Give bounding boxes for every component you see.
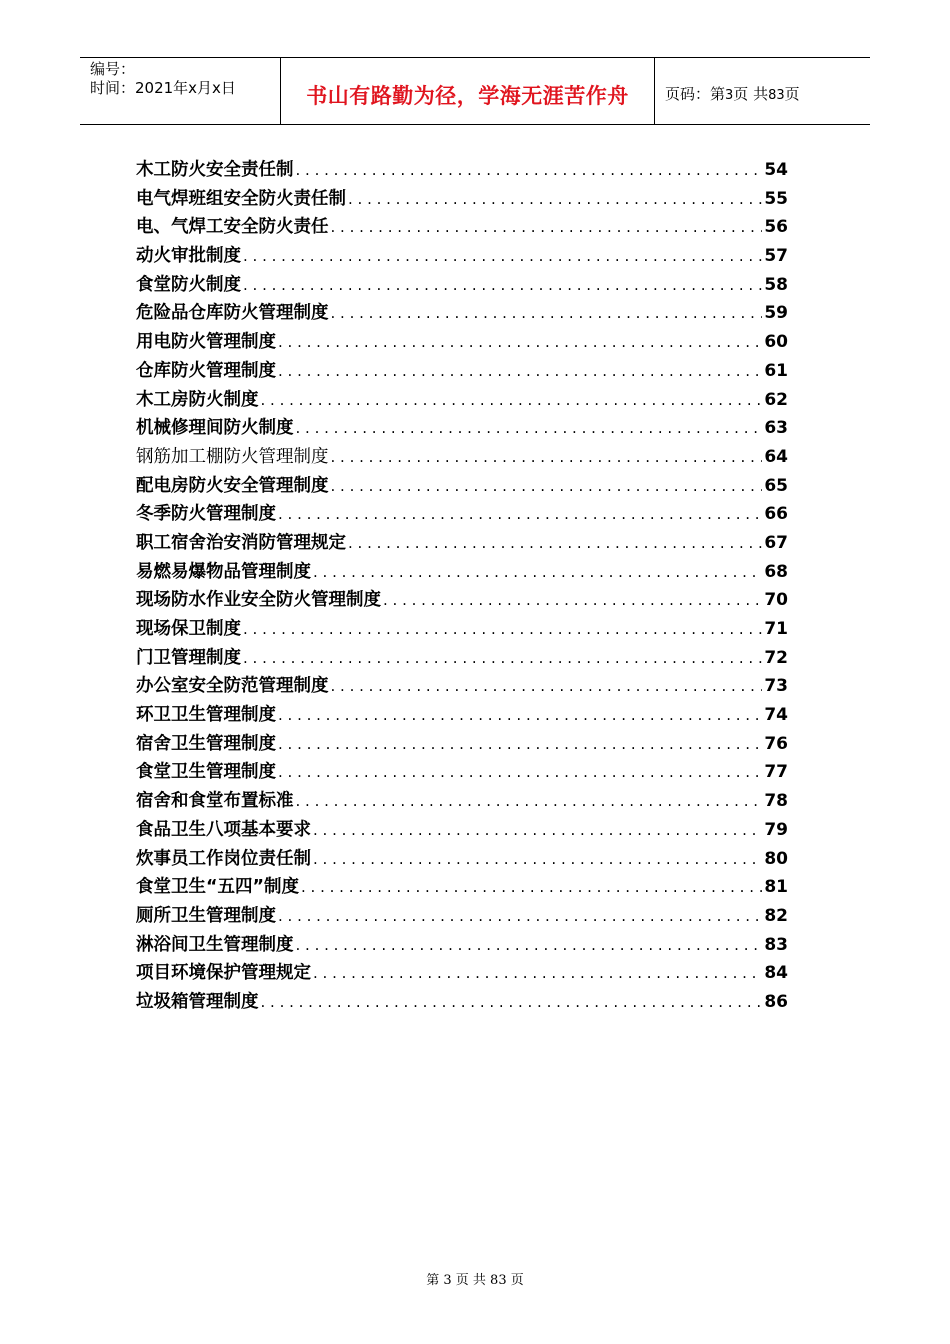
toc-entry-title: 食堂卫生管理制度 bbox=[136, 762, 276, 783]
toc-entry[interactable] bbox=[136, 357, 788, 386]
toc-entry-title: 易燃易爆物品管理制度 bbox=[136, 561, 311, 582]
toc-entry[interactable] bbox=[136, 156, 788, 185]
toc-entry-title: 仓库防火管理制度 bbox=[136, 360, 276, 381]
toc-entry[interactable] bbox=[136, 558, 788, 587]
toc-entry[interactable] bbox=[136, 586, 788, 615]
toc-entry-page: 80 bbox=[764, 848, 788, 869]
dot-leader bbox=[313, 821, 762, 839]
dot-leader bbox=[331, 477, 763, 495]
toc-entry-page: 82 bbox=[764, 905, 788, 926]
toc-entry-title: 木工房防火制度 bbox=[136, 389, 259, 410]
toc-entry-page: 68 bbox=[764, 561, 788, 582]
toc-entry-title: 炊事员工作岗位责任制 bbox=[136, 848, 311, 869]
toc-entry-page: 78 bbox=[764, 791, 788, 812]
dot-leader bbox=[278, 763, 762, 781]
toc-entry[interactable] bbox=[136, 386, 788, 415]
toc-entry[interactable] bbox=[136, 845, 788, 874]
toc-entry-title: 食堂防火制度 bbox=[136, 274, 241, 295]
toc-entry[interactable] bbox=[136, 816, 788, 845]
toc-entry-page: 74 bbox=[764, 705, 788, 726]
toc-entry-page: 83 bbox=[764, 934, 788, 955]
toc-entry[interactable] bbox=[136, 271, 788, 300]
toc-entry[interactable] bbox=[136, 988, 788, 1017]
toc-entry-page: 54 bbox=[764, 160, 788, 180]
toc-entry-title: 机械修理间防火制度 bbox=[136, 418, 294, 439]
toc-entry[interactable] bbox=[136, 414, 788, 443]
toc-entry-title: 冬季防火管理制度 bbox=[136, 504, 276, 525]
dot-leader bbox=[278, 735, 762, 753]
toc-entry-title: 环卫卫生管理制度 bbox=[136, 705, 276, 726]
toc-entry[interactable] bbox=[136, 529, 788, 558]
toc-entry[interactable] bbox=[136, 959, 788, 988]
dot-leader bbox=[278, 333, 762, 351]
table-of-contents bbox=[136, 156, 788, 1017]
toc-entry-page: 55 bbox=[764, 188, 788, 209]
page-mid: 页 共 bbox=[733, 85, 769, 103]
toc-entry-title: 办公室安全防范管理制度 bbox=[136, 676, 329, 697]
toc-entry-page: 60 bbox=[764, 332, 788, 353]
toc-entry[interactable] bbox=[136, 615, 788, 644]
toc-entry[interactable] bbox=[136, 328, 788, 357]
dot-leader bbox=[278, 505, 762, 523]
dot-leader bbox=[296, 792, 763, 810]
dot-leader bbox=[278, 362, 762, 380]
dot-leader bbox=[348, 534, 762, 552]
dot-leader bbox=[313, 850, 762, 868]
dot-leader bbox=[243, 276, 762, 294]
toc-entry-title: 宿舍卫生管理制度 bbox=[136, 733, 276, 754]
page-prefix: 页码：第 bbox=[665, 85, 726, 103]
page-suffix: 页 bbox=[784, 85, 800, 103]
toc-entry[interactable] bbox=[136, 644, 788, 673]
header-motto-cell bbox=[281, 58, 655, 124]
header-page-number bbox=[665, 83, 800, 104]
dot-leader bbox=[261, 391, 763, 409]
toc-entry-title: 厕所卫生管理制度 bbox=[136, 905, 276, 926]
toc-entry[interactable] bbox=[136, 299, 788, 328]
toc-entry-title: 门卫管理制度 bbox=[136, 647, 241, 668]
toc-entry-page: 86 bbox=[764, 991, 788, 1012]
toc-entry-page: 84 bbox=[764, 963, 788, 984]
dot-leader bbox=[331, 304, 763, 322]
toc-entry-title: 动火审批制度 bbox=[136, 246, 241, 267]
toc-entry-title: 配电房防火安全管理制度 bbox=[136, 475, 329, 496]
dot-leader bbox=[243, 649, 762, 667]
toc-entry-page: 61 bbox=[764, 360, 788, 381]
toc-entry-page: 56 bbox=[764, 217, 788, 238]
dot-leader bbox=[348, 190, 762, 208]
dot-leader bbox=[278, 706, 762, 724]
dot-leader bbox=[243, 247, 762, 265]
toc-entry[interactable] bbox=[136, 902, 788, 931]
toc-entry-page: 59 bbox=[764, 303, 788, 324]
page-footer: 第 3 页 共 83 页 bbox=[426, 1273, 524, 1288]
page-total: 83 bbox=[768, 88, 785, 103]
header-meta bbox=[80, 58, 281, 124]
motto: 书山有路勤为径，学海无涯苦作舟 bbox=[306, 84, 629, 108]
toc-entry-title: 职工宿舍治安消防管理规定 bbox=[136, 532, 346, 553]
dot-leader bbox=[261, 993, 763, 1011]
page-current: 3 bbox=[725, 88, 734, 103]
toc-entry-title: 木工防火安全责任制 bbox=[136, 160, 294, 180]
toc-entry[interactable] bbox=[136, 472, 788, 501]
toc-entry-title: 食品卫生八项基本要求 bbox=[136, 819, 311, 840]
toc-entry-title: 垃圾箱管理制度 bbox=[136, 991, 259, 1012]
dot-leader bbox=[313, 563, 762, 581]
toc-entry-page: 67 bbox=[764, 532, 788, 553]
toc-entry[interactable] bbox=[136, 931, 788, 960]
toc-entry-page: 65 bbox=[764, 475, 788, 496]
number-label: 编号： bbox=[90, 60, 136, 78]
dot-leader bbox=[296, 419, 763, 437]
toc-entry-title: 现场防水作业安全防火管理制度 bbox=[136, 590, 381, 611]
toc-entry-page: 73 bbox=[764, 676, 788, 697]
toc-entry-title: 项目环境保护管理规定 bbox=[136, 963, 311, 984]
dot-leader bbox=[313, 964, 762, 982]
dot-leader bbox=[331, 448, 763, 466]
toc-entry-page: 81 bbox=[764, 877, 788, 898]
toc-entry-title: 淋浴间卫生管理制度 bbox=[136, 934, 294, 955]
toc-entry-page: 57 bbox=[764, 246, 788, 267]
toc-entry-page: 70 bbox=[764, 590, 788, 611]
toc-entry[interactable] bbox=[136, 787, 788, 816]
toc-entry-title: 现场保卫制度 bbox=[136, 619, 241, 639]
dot-leader bbox=[331, 218, 763, 236]
toc-entry-title: 用电防火管理制度 bbox=[136, 332, 276, 353]
toc-entry-title: 危险品仓库防火管理制度 bbox=[136, 303, 329, 324]
toc-entry-page: 72 bbox=[764, 647, 788, 668]
toc-entry[interactable] bbox=[136, 672, 788, 701]
toc-entry-page: 77 bbox=[764, 762, 788, 783]
toc-entry-title: 食堂卫生“五四”制度 bbox=[136, 877, 300, 898]
header-page-cell bbox=[655, 58, 870, 124]
toc-entry-page: 71 bbox=[764, 619, 788, 639]
toc-entry-title: 钢筋加工棚防火管理制度 bbox=[136, 446, 329, 467]
dot-leader bbox=[296, 936, 763, 954]
toc-entry[interactable] bbox=[136, 242, 788, 271]
dot-leader bbox=[331, 677, 763, 695]
toc-entry[interactable] bbox=[136, 443, 788, 472]
toc-entry[interactable] bbox=[136, 213, 788, 242]
toc-entry-page: 79 bbox=[764, 819, 788, 840]
toc-entry[interactable] bbox=[136, 500, 788, 529]
date-label: 时间：2021年x月x日 bbox=[90, 79, 236, 97]
toc-entry[interactable] bbox=[136, 701, 788, 730]
toc-entry-page: 66 bbox=[764, 504, 788, 525]
toc-entry-page: 64 bbox=[764, 446, 788, 467]
dot-leader bbox=[278, 907, 762, 925]
toc-entry-page: 76 bbox=[764, 733, 788, 754]
toc-entry-page: 63 bbox=[764, 418, 788, 439]
toc-entry-title: 电、气焊工安全防火责任 bbox=[136, 217, 329, 238]
toc-entry-page: 58 bbox=[764, 274, 788, 295]
toc-entry-title: 电气焊班组安全防火责任制 bbox=[136, 188, 346, 209]
page-header bbox=[80, 57, 870, 125]
dot-leader bbox=[383, 591, 762, 609]
dot-leader bbox=[301, 878, 762, 896]
dot-leader bbox=[296, 161, 763, 179]
toc-entry-page: 62 bbox=[764, 389, 788, 410]
toc-entry[interactable] bbox=[136, 730, 788, 759]
dot-leader bbox=[243, 620, 762, 638]
toc-entry-title: 宿舍和食堂布置标准 bbox=[136, 791, 294, 812]
toc-entry[interactable] bbox=[136, 185, 788, 214]
toc-entry[interactable] bbox=[136, 873, 788, 902]
toc-entry[interactable] bbox=[136, 758, 788, 787]
